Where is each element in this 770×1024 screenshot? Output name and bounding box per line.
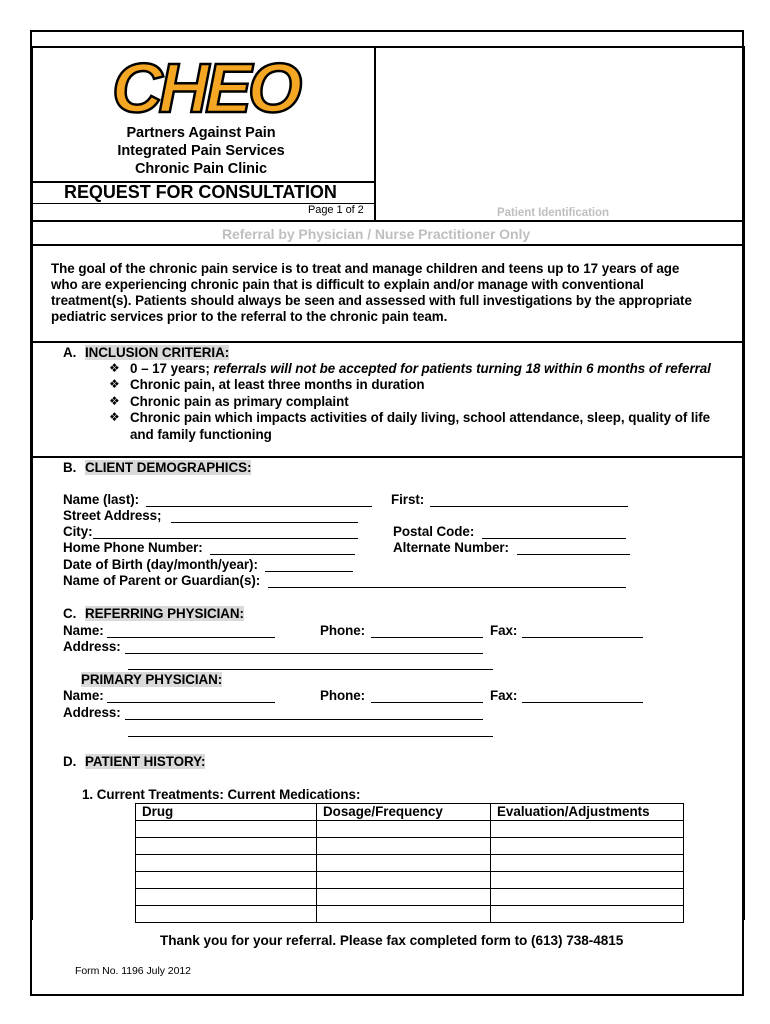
dob-field[interactable] <box>265 571 353 572</box>
primary-address-field[interactable] <box>125 719 483 720</box>
label-ref-fax: Fax: <box>490 623 518 638</box>
section-b-letter: B. <box>63 460 77 475</box>
label-city: City: <box>63 524 93 539</box>
cheo-logo <box>104 50 304 126</box>
logo-text: CHEO <box>112 50 299 126</box>
diamond-bullet-icon: ❖ <box>109 394 120 408</box>
postal-code-field[interactable] <box>482 538 626 539</box>
criteria-impact-cont: and family functioning <box>130 427 272 442</box>
section-b-heading: CLIENT DEMOGRAPHICS: <box>85 460 252 475</box>
col-evaluation: Evaluation/Adjustments <box>491 804 684 821</box>
table-row[interactable] <box>136 821 684 838</box>
parent-guardian-field[interactable] <box>268 587 626 588</box>
section-a-letter: A. <box>63 345 77 360</box>
patient-id-label: Patient Identification <box>497 207 609 219</box>
referring-name-field[interactable] <box>107 637 275 638</box>
home-phone-field[interactable] <box>210 554 355 555</box>
table-row[interactable] <box>136 838 684 855</box>
label-parent: Name of Parent or Guardian(s): <box>63 573 261 588</box>
clinic-name: Chronic Pain Clinic <box>135 161 267 177</box>
label-street: Street Address; <box>63 508 162 523</box>
alternate-number-field[interactable] <box>517 554 630 555</box>
referring-address-field[interactable] <box>125 653 483 654</box>
name-last-field[interactable] <box>146 506 372 507</box>
intro-rule <box>31 341 743 343</box>
criteria-duration: Chronic pain, at least three months in duration <box>130 377 425 392</box>
page-number: Page 1 of 2 <box>308 204 364 216</box>
section-d-heading: PATIENT HISTORY: <box>85 754 206 769</box>
org-name: Partners Against Pain <box>126 125 276 141</box>
referral-rule <box>31 244 743 246</box>
label-ref-phone: Phone: <box>320 623 366 638</box>
table-header-row <box>136 804 684 821</box>
service-name: Integrated Pain Services <box>117 143 285 159</box>
city-field[interactable] <box>93 538 358 539</box>
label-ref-address: Address: <box>63 639 121 654</box>
top-rule <box>31 46 743 48</box>
form-number: Form No. 1196 July 2012 <box>75 965 191 977</box>
label-pri-phone: Phone: <box>320 688 366 703</box>
label-pri-name: Name: <box>63 688 104 703</box>
primary-address-field-2[interactable] <box>128 736 493 737</box>
col-drug: Drug <box>136 804 317 821</box>
criteria-impact: Chronic pain which impacts activities of daily living, school attendance, sleep, quality of life <box>130 410 711 425</box>
referring-phone-field[interactable] <box>371 637 483 638</box>
intro-line-3: treatment(s). Patients should always be seen and assessed with full investigations by the appropriate <box>51 293 692 308</box>
primary-fax-field[interactable] <box>522 702 643 703</box>
label-home-phone: Home Phone Number: <box>63 540 203 555</box>
label-dob: Date of Birth (day/month/year): <box>63 557 258 572</box>
label-name-last: Name (last): <box>63 492 140 507</box>
label-first: First: <box>391 492 425 507</box>
referring-address-field-2[interactable] <box>128 669 493 670</box>
intro-line-1: The goal of the chronic pain service is to treat and manage children and teens up to 17 years of age <box>51 261 680 276</box>
header-divider <box>374 46 376 220</box>
col-dosage: Dosage/Frequency <box>317 804 491 821</box>
label-ref-name: Name: <box>63 623 104 638</box>
primary-phone-field[interactable] <box>371 702 483 703</box>
diamond-bullet-icon: ❖ <box>109 361 120 375</box>
criteria-primary: Chronic pain as primary complaint <box>130 394 349 409</box>
treatments-subheading: 1. Current Treatments: Current Medications: <box>82 787 361 802</box>
diamond-bullet-icon: ❖ <box>109 377 120 391</box>
street-field[interactable] <box>171 522 358 523</box>
section-c-letter: C. <box>63 606 77 621</box>
medications-table <box>135 803 684 923</box>
table-row[interactable] <box>136 906 684 923</box>
primary-name-field[interactable] <box>107 702 275 703</box>
diamond-bullet-icon: ❖ <box>109 410 120 424</box>
primary-physician-heading: PRIMARY PHYSICIAN: <box>81 672 223 687</box>
intro-line-4: pediatric services prior to the referral to the chronic pain team. <box>51 309 448 324</box>
intro-line-2: who are experiencing chronic pain that is difficult to explain and/or manage with conventional <box>51 277 644 292</box>
label-alt-number: Alternate Number: <box>393 540 509 555</box>
section-c-heading: REFERRING PHYSICIAN: <box>85 606 244 621</box>
label-postal: Postal Code: <box>393 524 475 539</box>
section-a-rule <box>31 456 743 458</box>
label-pri-address: Address: <box>63 705 121 720</box>
fax-instructions: Thank you for your referral. Please fax completed form to (613) 738-4815 <box>160 933 624 948</box>
referral-note: Referral by Physician / Nurse Practitioner Only <box>222 226 531 242</box>
table-row[interactable] <box>136 889 684 906</box>
section-a-heading: INCLUSION CRITERIA: <box>85 345 230 360</box>
form-title: REQUEST FOR CONSULTATION <box>64 182 337 202</box>
first-name-field[interactable] <box>430 506 628 507</box>
criteria-age: 0 – 17 years; referrals will not be accepted for patients turning 18 within 6 months of referral <box>130 361 711 376</box>
referring-fax-field[interactable] <box>522 637 643 638</box>
header-rule <box>31 220 743 222</box>
section-d-letter: D. <box>63 754 77 769</box>
table-row[interactable] <box>136 872 684 889</box>
table-row[interactable] <box>136 855 684 872</box>
label-pri-fax: Fax: <box>490 688 518 703</box>
